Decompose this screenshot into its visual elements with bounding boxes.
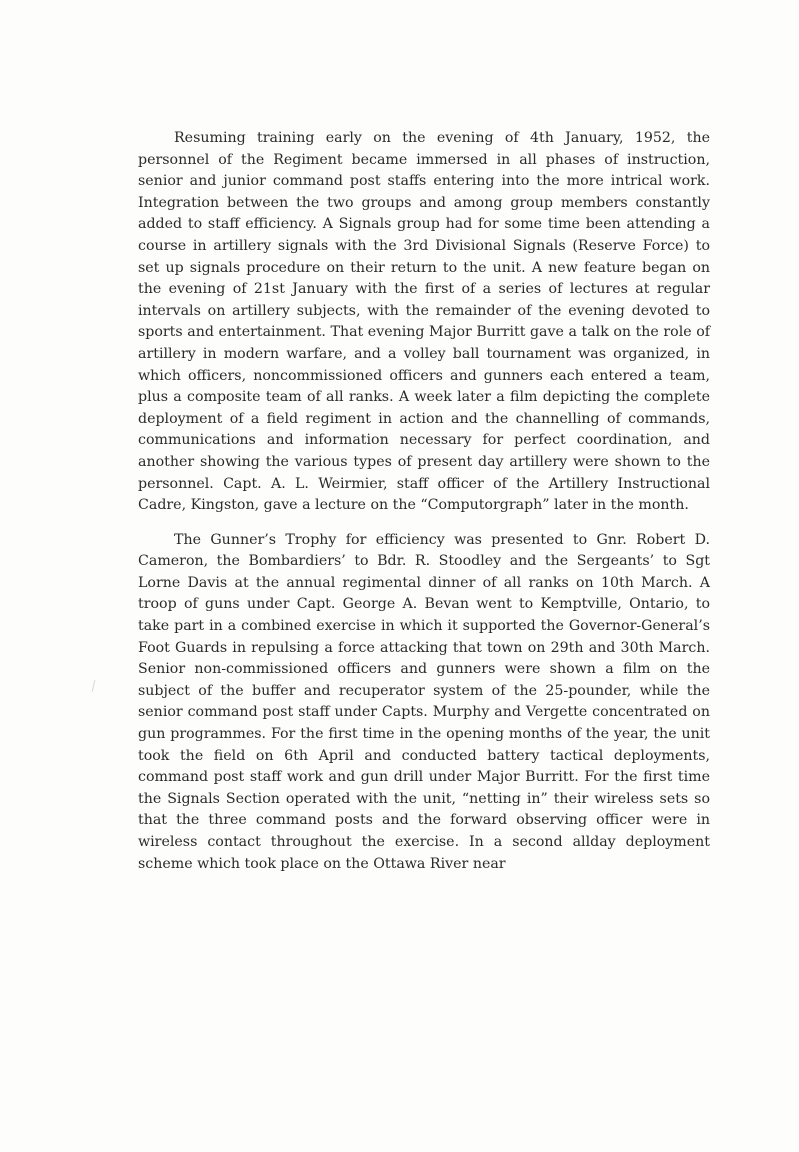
body-text	[138, 128, 710, 875]
scan-mark	[92, 680, 95, 692]
paragraph-gunners-trophy: The Gunner’s Trophy for efficiency was presented to Gnr. Robert D. Cameron, the Bombardiers’ to Bdr. R. Stoodley and the Sergeants’ to Sgt Lorne Davis at the annual regimental dinner of all ranks on 10th March. A troop of guns under Capt. George A. Bevan went to Kemptville, Ontario, to take part in a combined exercise in which it supported the Governor-General’s Foot Guards in repulsing a force attacking that town on 29th and 30th March. Senior non-commissioned officers and gunners were shown a film on the subject of the buffer and recuperator system of the 25-pounder, while the senior command post staff under Capts. Murphy and Vergette concentrated on gun programmes. For the first time in the opening months of the year, the unit took the field on 6th April and conducted battery tactical deployments, command post staff work and gun drill under Major Burritt. For the first time the Signals Section operated with the unit, “netting in” their wireless sets so that the three command posts and the forward observing officer were in wireless contact throughout the exercise. In a second allday deployment scheme which took place on the Ottawa River near	[138, 531, 710, 872]
paragraph-training-resumption: Resuming training early on the evening of 4th January, 1952, the personnel of the Regiment became immersed in all phases of instruction, senior and junior command post staffs entering into the more intrical work. Integration between the two groups and among group members constantly added to staff efficiency. A Signals group had for some time been attending a course in artillery signals with the 3rd Divisional Signals (Reserve Force) to set up signals procedure on their return to the unit. A new feature began on the evening of 21st January with the first of a series of lectures at regular intervals on artillery subjects, with the remainder of the evening devoted to sports and entertainment. That evening Major Burritt gave a talk on the role of artillery in modern warfare, and a volley ball tournament was organized, in which officers, noncommissioned officers and gunners each entered a team, plus a composite team of all ranks. A week later a film depicting the complete deployment of a field regiment in action and the channelling of commands, communications and information necessary for perfect coordination, and another showing the various types of present day artillery were shown to the personnel. Capt. A. L. Weirmier, staff officer of the Artillery Instructional Cadre, Kingston, gave a lecture on the “Computorgraph” later in the month.	[138, 130, 710, 514]
